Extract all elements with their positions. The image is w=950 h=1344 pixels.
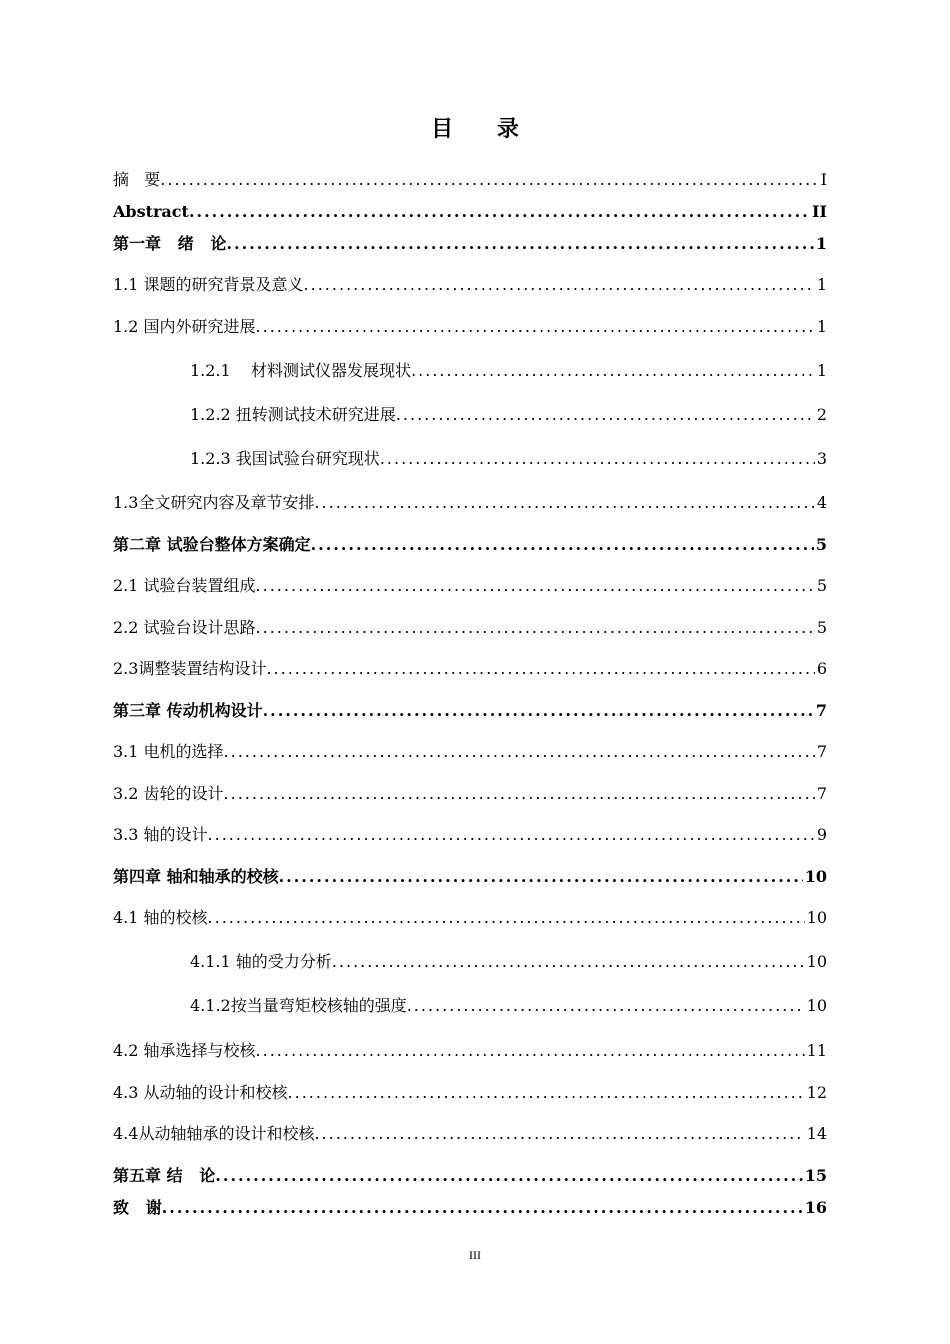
- toc-leader: [189, 201, 810, 223]
- toc-entry-section-1-2-2[interactable]: [190, 404, 827, 426]
- toc-entry-section-4-1-1[interactable]: [190, 951, 827, 973]
- toc-leader: [279, 866, 803, 888]
- toc-entry-section-4-3[interactable]: [113, 1082, 827, 1104]
- toc-leader: [266, 658, 814, 680]
- toc-entry-abstract-en[interactable]: [113, 201, 827, 223]
- toc-label: 3.3 轴的设计: [113, 825, 208, 844]
- toc-entry-abstract-cn[interactable]: [113, 169, 827, 191]
- toc-page-number: 10: [804, 867, 827, 886]
- toc-leader: [411, 360, 815, 382]
- toc-label: 第四章 轴和轴承的校核: [113, 867, 279, 886]
- toc-entry-section-3-1[interactable]: [113, 741, 827, 763]
- toc-leader: [304, 274, 815, 296]
- toc-leader: [256, 617, 815, 639]
- toc-page-number: 5: [816, 618, 827, 637]
- toc-label: 4.1.2按当量弯矩校核轴的强度: [190, 996, 407, 1015]
- toc-entry-section-4-2[interactable]: [113, 1040, 827, 1062]
- toc-label: 第二章 试验台整体方案确定: [113, 535, 311, 554]
- toc-label: 4.3 从动轴的设计和校核: [113, 1083, 288, 1102]
- toc-label: 1.2.2 扭转测试技术研究进展: [190, 405, 396, 424]
- toc-label: 2.1 试验台装置组成: [113, 576, 256, 595]
- toc-leader: [407, 995, 805, 1017]
- toc-page-number: 2: [816, 405, 827, 424]
- toc-page-number: 6: [816, 659, 827, 678]
- toc-entry-chapter-1[interactable]: [113, 233, 827, 255]
- toc-page-number: 11: [806, 1041, 827, 1060]
- toc-label: 2.3调整装置结构设计: [113, 659, 267, 678]
- toc-leader: [256, 1040, 805, 1062]
- toc-entry-section-1-2-1[interactable]: [190, 360, 827, 382]
- toc-page-number: 1: [816, 361, 827, 380]
- toc-page-number: 7: [815, 701, 827, 720]
- toc-entry-section-1-2[interactable]: [113, 316, 827, 338]
- toc-entry-section-4-1[interactable]: [113, 907, 827, 929]
- toc-entry-section-2-3[interactable]: [113, 658, 827, 680]
- toc-page-number: 7: [816, 742, 827, 761]
- toc-entry-section-1-1[interactable]: [113, 274, 827, 296]
- toc-label: Abstract: [113, 202, 189, 221]
- toc-leader: [215, 1165, 802, 1187]
- toc-page-number: 10: [806, 952, 827, 971]
- toc-label: 1.3全文研究内容及章节安排: [113, 493, 315, 512]
- toc-leader: [263, 700, 814, 722]
- toc-page-number: 3: [816, 449, 827, 468]
- toc-leader: [396, 404, 815, 426]
- toc-leader: [314, 1123, 804, 1145]
- toc-label: 4.2 轴承选择与校核: [113, 1041, 256, 1060]
- toc-leader: [160, 169, 818, 191]
- toc-label: 4.1 轴的校核: [113, 908, 208, 927]
- toc-page-number: 5: [816, 576, 827, 595]
- toc-leader: [224, 783, 815, 805]
- toc-label: 致 谢: [113, 1198, 162, 1217]
- toc-entry-section-4-4[interactable]: [113, 1123, 827, 1145]
- toc-page-number: 4: [816, 493, 827, 512]
- toc-entry-section-3-3[interactable]: [113, 824, 827, 846]
- toc-page-number: 14: [806, 1124, 827, 1143]
- toc-page-number: 12: [806, 1083, 827, 1102]
- toc-entry-chapter-2[interactable]: [113, 534, 827, 556]
- toc-label: 1.2 国内外研究进展: [113, 317, 256, 336]
- toc-entry-section-2-1[interactable]: [113, 575, 827, 597]
- toc-leader: [226, 233, 813, 255]
- toc-page-number: 10: [806, 908, 827, 927]
- toc-page-number: 10: [806, 996, 827, 1015]
- toc-leader: [380, 448, 815, 470]
- toc-label: 第三章 传动机构设计: [113, 701, 263, 720]
- toc-entry-section-4-1-2[interactable]: [190, 995, 827, 1017]
- toc-leader: [256, 575, 815, 597]
- toc-leader: [208, 907, 805, 929]
- toc-page-number: I: [820, 170, 827, 189]
- toc-leader: [208, 824, 815, 846]
- toc-label: 1.1 课题的研究背景及意义: [113, 275, 304, 294]
- page-title: 目 录: [431, 116, 537, 142]
- toc-leader: [224, 741, 815, 763]
- toc-page-number: 5: [815, 535, 827, 554]
- toc-label: 2.2 试验台设计思路: [113, 618, 256, 637]
- toc-leader: [256, 316, 815, 338]
- footer-page-number: III: [469, 1248, 481, 1262]
- toc-label: 摘 要: [113, 170, 161, 189]
- toc-entry-chapter-4[interactable]: [113, 866, 827, 888]
- toc-page-number: 1: [816, 317, 827, 336]
- toc-page-number: 1: [816, 275, 827, 294]
- toc-entry-section-1-3[interactable]: [113, 492, 827, 514]
- toc-leader: [311, 534, 814, 556]
- toc-page-number: 7: [816, 784, 827, 803]
- toc-entry-acknowledgements[interactable]: [113, 1197, 827, 1219]
- toc-page-number: 16: [804, 1198, 827, 1217]
- toc-page-number: 9: [816, 825, 827, 844]
- toc-page-number: II: [812, 202, 827, 221]
- toc-label: 1.2.3 我国试验台研究现状: [190, 449, 380, 468]
- toc-label: 4.1.1 轴的受力分析: [190, 952, 332, 971]
- toc-entry-chapter-5[interactable]: [113, 1165, 827, 1187]
- toc-page-number: 1: [815, 234, 827, 253]
- toc-entry-chapter-3[interactable]: [113, 700, 827, 722]
- toc-page-number: 15: [804, 1166, 827, 1185]
- toc-leader: [162, 1197, 803, 1219]
- toc-label: 3.1 电机的选择: [113, 742, 224, 761]
- toc-label: 第一章 绪 论: [113, 234, 227, 253]
- toc-leader: [314, 492, 814, 514]
- toc-label: 1.2.1 材料测试仪器发展现状: [190, 361, 412, 380]
- toc-leader: [288, 1082, 805, 1104]
- toc-label: 4.4从动轴轴承的设计和校核: [113, 1124, 315, 1143]
- toc-leader: [332, 951, 805, 973]
- toc-label: 第五章 结 论: [113, 1166, 216, 1185]
- toc-label: 3.2 齿轮的设计: [113, 784, 224, 803]
- toc-entry-section-2-2[interactable]: [113, 617, 827, 639]
- toc-entry-section-3-2[interactable]: [113, 783, 827, 805]
- toc-entry-section-1-2-3[interactable]: [190, 448, 827, 470]
